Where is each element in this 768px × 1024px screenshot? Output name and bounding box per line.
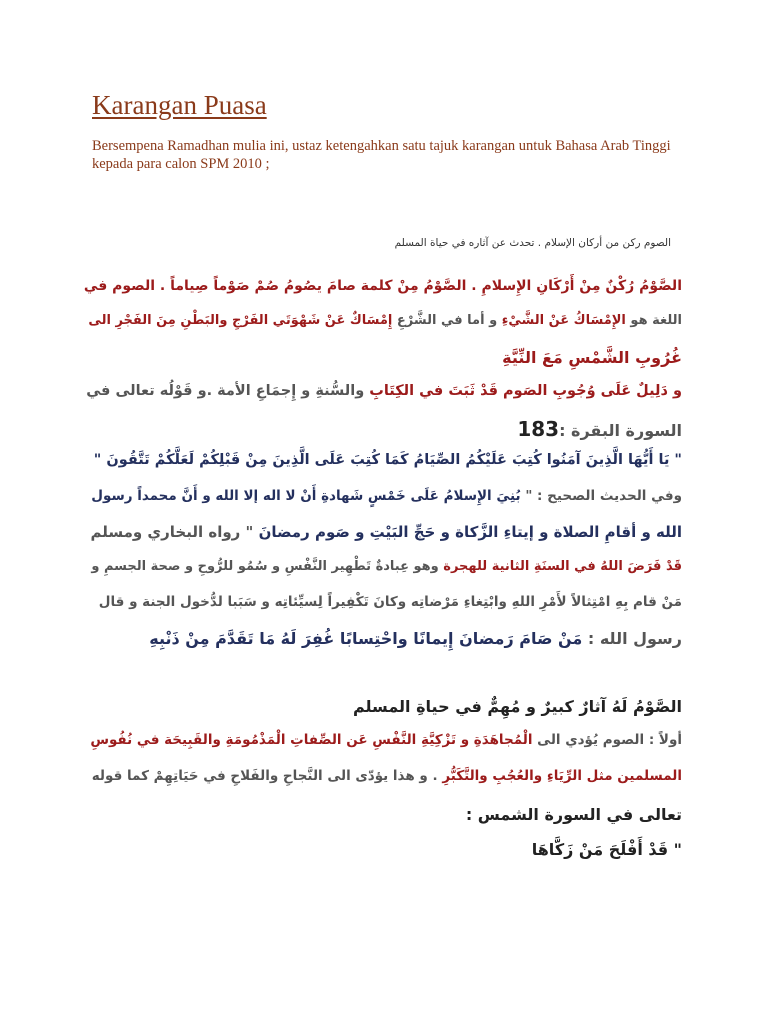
line-5a: السورة البقرة : [559, 421, 682, 440]
line-1-text: الصَّوْمُ رُكْنٌ مِنْ أَرْكَانِ الإِسلامِ . الصَّوْمُ مِنْ كلمة صامَ يصُومُ صُمْ صَوْماً صِياماً . الصوم في [83, 278, 682, 294]
line-11b: مَنْ صَامَ رَمضانَ إِيمانًا واحْتِسابًا غُفِرَ لَهُ مَا تَقَدَّمَ مِنْ ذَنْبِهِ [149, 629, 583, 648]
line-15-text: تعالى في السورة الشمس : [465, 805, 682, 824]
arabic-line-9 [91, 559, 682, 574]
arabic-line-16 [532, 840, 682, 859]
line-2a: اللغة هو [625, 313, 682, 328]
line-11a: رسول الله : [582, 629, 682, 648]
arabic-line-13 [90, 732, 682, 748]
line-7b: بُنِيَ الإِسلامُ عَلَى خَمْسٍ شَهادةِ أَنْ لا اله إلا الله و أَنَّ محمداً رسول [91, 488, 521, 504]
line-3-text: غُرُوبِ الشَّمْسِ مَعَ النِّيَّةِ [502, 348, 682, 367]
arabic-line-10 [99, 594, 682, 610]
arabic-line-15 [466, 805, 682, 824]
line-7a: وفي الحديث الصحيح : " [520, 488, 682, 504]
arabic-line-11 [149, 629, 682, 648]
line-2b: الإِمْسَاكُ عَنْ الشَّيْءِ [501, 313, 626, 328]
line-14b: . و هذا يؤدّى الى النَّجاحِ والفَلاحِ في حَيَاتِهِمْ كما قوله [91, 768, 443, 784]
line-4a: و دَلِيلٌ عَلَى وُجُوبِ الصَوم قَدْ ثَبَتَ في الكِتَابِ [369, 383, 682, 399]
arabic-line-7 [91, 488, 682, 504]
line-12-text: الصَّوْمُ لَهُ آثارٌ كبيرٌ و مُهِمٌّ في حياةِ المسلم [352, 697, 682, 716]
arabic-line-3 [502, 348, 682, 367]
arabic-line-4 [86, 383, 682, 399]
arabic-line-6 [94, 452, 682, 468]
arabic-subheading: الصوم ركن من أركان الإسلام . تحدث عن آثاره في حياة المسلم [394, 237, 671, 249]
line-2c: و أما في الشَّرْعِ [392, 313, 502, 328]
arabic-line-5 [517, 417, 682, 441]
arabic-line-14 [92, 768, 682, 784]
line-16-text: " قَدْ أَفْلَحَ مَنْ زَكَّاهَا [531, 840, 682, 859]
line-14a: المسلمين مثل الرِّيَاءِ والعُجُبِ والتَّكَبُّرِ [442, 768, 682, 784]
arabic-line-2 [88, 313, 682, 328]
line-2d: إِمْسَاكٌ عَنْ شَهْوَتَي الفَرْجِ والبَطْنِ مِنَ الفَجْرِ الى [88, 313, 393, 328]
line-13a: أولاً : الصوم يُؤدي الى [532, 732, 682, 748]
arabic-line-1 [84, 278, 682, 294]
line-10-text: مَنْ قام بِهِ امْتِثالاً لأَمْرِ اللهِ وابْتِغاءِ مَرْضاتِه وكانَ تَكْفِيراً لِسيِّئاتِه و سَبَبا لدُّخول الجنة و قال [98, 594, 682, 610]
line-8b: " رواه البخاري ومسلم [90, 523, 259, 541]
arabic-line-12 [353, 697, 682, 716]
line-9a: قَدْ فَرَضَ اللهُ في السنَةِ الثانية للهجرة [443, 559, 682, 574]
line-6-text: " يَا أَيُّهَا الَّذِينَ آمَنُوا كُتِبَ عَلَيْكُمُ الصِّيَامُ كَمَا كُتِبَ عَلَى الَّذِينَ مِنْ قَبْلِكُمْ لَعَلَّكُمْ تَتَّقُونَ " [93, 452, 682, 468]
document-title: Karangan Puasa [92, 90, 267, 120]
line-13b: الْمُجاهَدَةِ و تَزْكِيَّةِ النَّفْسِ عَن الصِّفاتِ الْمَذْمُومَةِ والقَبِيحَة في نُفُوسِ [90, 732, 533, 748]
intro-text: Bersempena Ramadhan mulia ini, ustaz ketengahkan satu tajuk karangan untuk Bahasa Arab Tinggi kepada para calon SPM 2010 ; [92, 138, 671, 172]
line-4b: والسُّنةِ و إِجمَاعِ الأمة .و قَوْلُه تعالى في [86, 383, 370, 399]
line-8a: الله و أقامِ الصلاة و إيتاءِ الزَّكاة و حَجِّ البَيْتِ و صَوم رمضانَ [258, 523, 682, 541]
line-9b: وهو عِبادةٌ تَطْهِير النَّفْسِ و سُمُو للرُّوحِ و صحة الجسمِ و [91, 559, 444, 574]
line-5b: 183 [517, 417, 560, 441]
arabic-line-8 [90, 523, 682, 541]
